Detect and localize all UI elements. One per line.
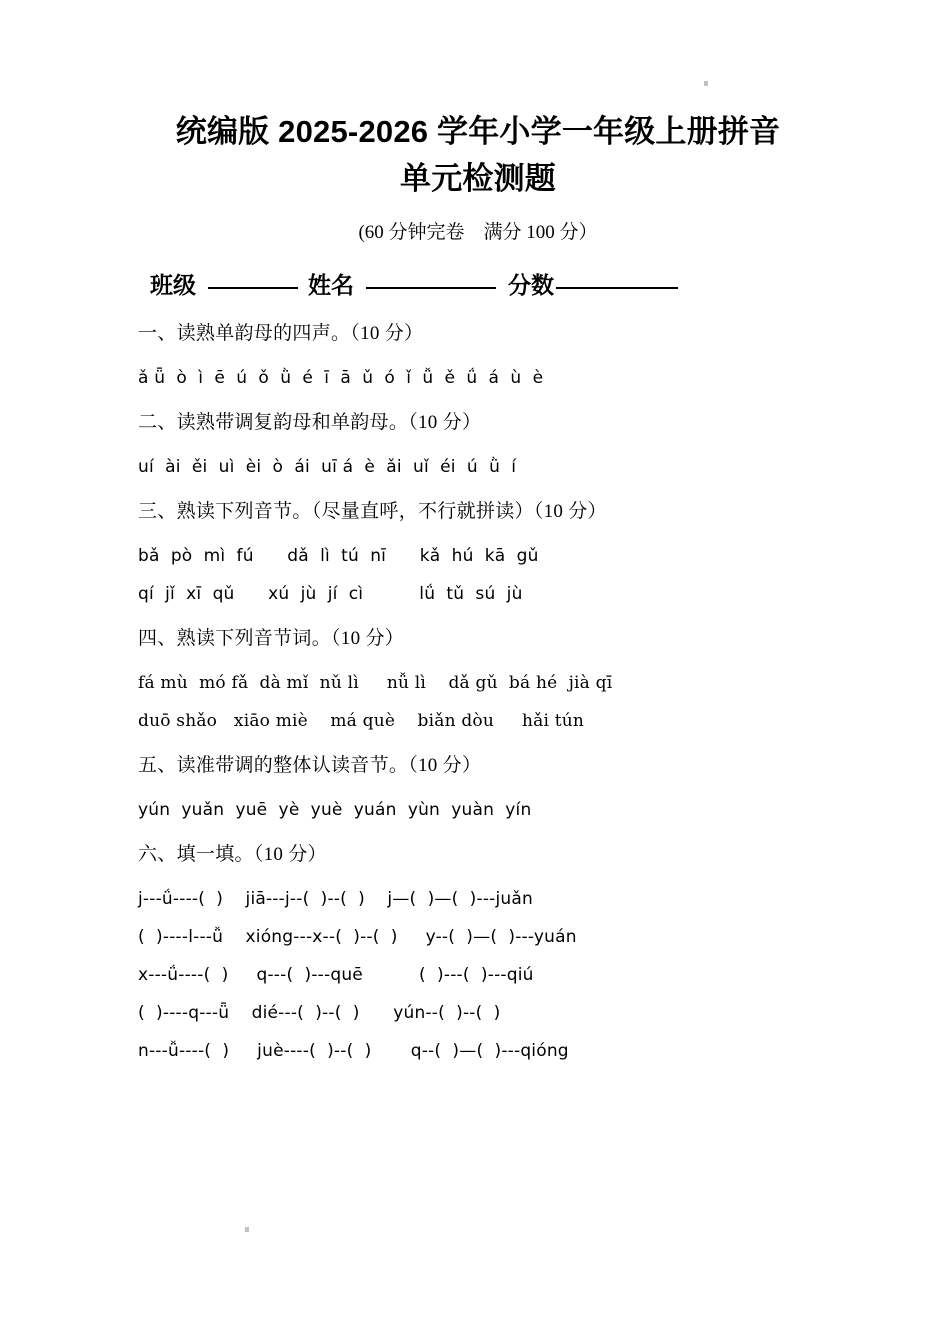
name-label: 姓名 <box>308 272 354 298</box>
name-blank-field[interactable] <box>366 287 496 289</box>
scan-artifact-top <box>704 81 708 86</box>
question-6-line-4: ( )----q---ǖ dié---( )--( ) yún--( )--( ) <box>138 1003 501 1023</box>
page-title-line-1: 统编版 2025-2026 学年小学一年级上册拼音 <box>175 114 781 149</box>
question-3-line-2: qí jǐ xī qǔ xú jù jí cì lǘ tǔ sú jù <box>138 584 523 604</box>
question-heading-2: 二、读熟带调复韵母和单韵母。（10 分） <box>138 412 482 433</box>
question-heading-6: 六、填一填。（10 分） <box>138 844 327 865</box>
page-title <box>138 108 818 202</box>
score-label: 分数 <box>508 272 554 298</box>
question-4-line-1: fá mù mó fǎ dà mǐ nǔ lì nǚ lì dǎ gǔ bá hé jià qī <box>138 673 613 693</box>
question-heading-5: 五、读准带调的整体认读音节。（10 分） <box>138 755 482 776</box>
question-6-line-3: x---ǘ----( ) q---( )---quē ( )---( )---qiú <box>138 965 534 985</box>
class-label: 班级 <box>150 272 196 298</box>
document-content <box>138 108 818 1064</box>
question-6-line-5: n---ǚ----( ) juè----( )--( ) q--( )—( )---qióng <box>138 1041 569 1061</box>
student-info-row <box>138 268 818 302</box>
scan-artifact-bottom <box>245 1227 249 1232</box>
question-6-line-1: j---ǘ----( ) jiā---j--( )--( ) j—( )—( )---juǎn <box>138 889 533 909</box>
page-title-line-2: 单元检测题 <box>400 161 556 196</box>
question-4-line-2: duō shǎo xiāo miè má què biǎn dòu hǎi tún <box>138 711 585 731</box>
question-heading-4: 四、熟读下列音节词。（10 分） <box>138 628 405 649</box>
score-blank-field[interactable] <box>556 287 678 289</box>
question-heading-1: 一、读熟单韵母的四声。（10 分） <box>138 323 424 344</box>
question-5-line-1: yún yuǎn yuē yè yuè yuán yùn yuàn yín <box>138 800 532 820</box>
exam-subtitle: (60 分钟完卷 满分 100 分） <box>358 222 598 243</box>
class-blank-field[interactable] <box>208 287 298 289</box>
question-3-line-1: bǎ pò mì fú dǎ lì tú nī kǎ hú kā gǔ <box>138 546 539 566</box>
question-1-line-1: ǎ ǖ ò ì ē ú ǒ ǜ é ī ā ǔ ó ǐ ǚ ě ǘ á ù è <box>138 368 544 388</box>
question-6-line-2: ( )----l---ǚ xióng---x--( )--( ) y--( )—( )---yuán <box>138 927 577 947</box>
question-heading-3: 三、熟读下列音节。（尽量直呼，不行就拼读）（10 分） <box>138 501 607 522</box>
question-2-line-1: uí ài ěi uì èi ò ái uī á è ǎi uǐ éi ú ǜ í <box>138 457 517 477</box>
